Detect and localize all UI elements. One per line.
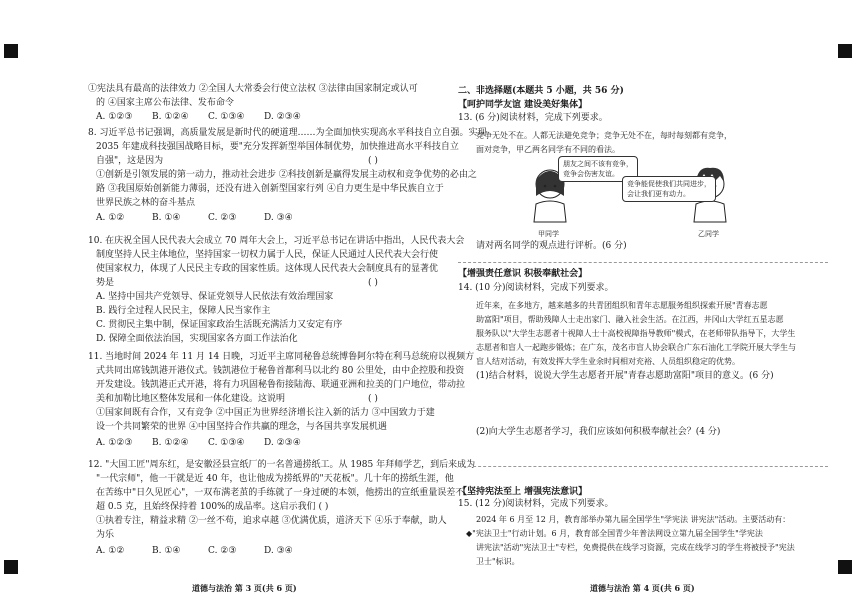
q8-options xyxy=(96,212,320,224)
q15-head: 15. (12 分)阅读材料，完成下列要求。 xyxy=(458,499,614,509)
q11-statement-line: ①国家间既有合作，又有竞争 ②中国正为世界经济增长注入新的活力 ③中国致力于建 xyxy=(96,408,435,418)
q8-stem-line: 2035 年建成科技强国战略目标，要"充分发挥新型举国体制优势，加快推进高水平科技自立 xyxy=(96,142,459,152)
q10-stem-line: 制度坚持人民主体地位，坚持国家一切权力属于人民，保证人民通过人民代表大会行使 xyxy=(96,250,439,260)
registration-mark xyxy=(838,44,852,58)
q8-statement-line: 世界民族之林的奋斗基点 xyxy=(96,198,196,208)
bubble-a-line: 朋友之间不该有竞争， xyxy=(563,160,633,168)
q15-body-line: ◆"宪法卫士"行动计划。6 月，教育部全国青少年普法网设立第九届全国学生"学宪法 xyxy=(466,529,763,538)
q7-statement-line: 的 ④国家主席公布法律、发布命令 xyxy=(96,98,234,108)
q11-stem-line: 开发建设。钱凯港正式开港，将有力巩固秘鲁衔接陆海、联通亚洲和拉美的门户地位，带动拉 xyxy=(96,380,466,390)
page-footer: 道德与法治 第 3 页(共 6 页) xyxy=(192,583,297,593)
option-b[interactable]: B. ①④ xyxy=(152,213,181,223)
option-a[interactable]: A. ①②③ xyxy=(96,112,133,122)
q14-body-line: 近年来，在多地方，越来越多的共青团组织和青年志愿服务组织探索开展"青春志愿 xyxy=(476,301,768,310)
q10-stem-line: 10. 在庆祝全国人民代表大会成立 70 周年大会上，习近平总书记在讲话中指出，人民代表大会 xyxy=(88,236,465,246)
theme-heading: 【坚持宪法至上 增强宪法意识】 xyxy=(458,487,588,497)
registration-mark xyxy=(4,560,18,574)
page-footer: 道德与法治 第 4 页(共 6 页) xyxy=(590,583,695,593)
option-d[interactable]: D. ②③④ xyxy=(264,438,301,448)
q10-option-b[interactable]: B. 践行全过程人民民主，保障人民当家作主 xyxy=(96,306,271,316)
bubble-a-line: 竞争会伤害友谊。 xyxy=(563,170,619,178)
answer-paren[interactable]: ( ) xyxy=(368,394,378,404)
q12-statement-line: ①执着专注，精益求精 ②一丝不苟，追求卓越 ③优满优质，道济天下 ④乐于奉献，助人 xyxy=(96,516,447,526)
option-b[interactable]: B. ①②④ xyxy=(152,438,189,448)
option-b[interactable]: B. ①④ xyxy=(152,546,181,556)
q11-stem-line: 美和加勒比地区整体发展和一体化建设。这说明 xyxy=(96,394,286,404)
q11-statement-line: 设一个共同繁荣的世界 ④中国坚持合作共赢的理念，与各国共享发展机遇 xyxy=(96,422,387,432)
q12-options xyxy=(96,545,320,557)
q7-statement-line: ①宪法具有最高的法律效力 ②全国人大常委会行使立法权 ③法律由国家制定或认可 xyxy=(88,84,418,94)
option-d[interactable]: D. ②③④ xyxy=(264,112,301,122)
speech-bubble-b xyxy=(622,176,716,202)
option-d[interactable]: D. ③④ xyxy=(264,213,293,223)
theme-heading: 【呵护同学友谊 建设美好集体】 xyxy=(458,100,588,110)
option-c[interactable]: C. ①③④ xyxy=(208,438,245,448)
q12-stem-line: "一代宗师"，他一干就是近 40 年，也让他成为捞纸界的"天花板"。几十年的捞纸生涯，他 xyxy=(96,474,454,484)
q12-statement-line: 为乐 xyxy=(96,530,115,540)
right-page xyxy=(430,0,860,608)
answer-paren[interactable]: ( ) xyxy=(368,156,378,166)
q14-body-line: 服务队以"大学生志愿者十视障人士十高校视障指导教师"模式，在老师带队指导下，大学生 xyxy=(476,329,796,338)
q10-option-a[interactable]: A. 坚持中国共产党领导、保证党领导人民依法有效治理国家 xyxy=(96,292,334,302)
bubble-b-line: 竞争能促使我们共同进步， xyxy=(627,180,711,188)
option-a[interactable]: A. ①② xyxy=(96,213,125,223)
q12-stem-line: 超 0.5 克，且始终保持着 100%的成品率。这启示我们 ( ) xyxy=(96,502,329,512)
section-title: 二、非选择题(本题共 5 小题，共 56 分) xyxy=(458,86,624,96)
q12-stem-line: 在苦练中"日久见匠心"，一双布满老茧的手练就了一身过硬的本领，他捞出的宣纸重量误差不 xyxy=(96,488,465,498)
option-c[interactable]: C. ②③ xyxy=(208,546,237,556)
label-student-b: 乙同学 xyxy=(698,230,719,238)
q8-stem-line: 自强"，这是因为 xyxy=(96,156,164,166)
q13-head: 13. (6 分)阅读材料，完成下列要求。 xyxy=(458,113,608,123)
q14-body-line: 助富阳"项目，帮助残障人士走出家门、融入社会生活。在江西，井冈山大学红五星志愿 xyxy=(476,315,784,324)
option-b[interactable]: B. ①②④ xyxy=(152,112,189,122)
q10-option-c[interactable]: C. 贯彻民主集中制，保证国家政治生活既充满活力又安定有序 xyxy=(96,320,343,330)
q12-stem-line: 12. "大国工匠"周东红，是安徽泾县宣纸厂的一名普通捞纸工。从 1985 年拜师学艺，到后来成为 xyxy=(88,460,476,470)
q15-body-line: 讲宪法"活动"宪法卫士"专栏，免费提供在线学习资源，完成在线学习的学生将被授予"宪法 xyxy=(476,543,795,552)
option-d[interactable]: D. ③④ xyxy=(264,546,293,556)
q14-head: 14. (10 分)阅读材料，完成下列要求。 xyxy=(458,283,614,293)
option-a[interactable]: A. ①②③ xyxy=(96,438,133,448)
q11-options xyxy=(96,437,320,449)
q15-body-line: 2024 年 6 月至 12 月，教育部举办第九届全国学生"学宪法 讲宪法"活动。主要活动有： xyxy=(476,515,791,524)
q11-stem-line: 式共同出席钱凯港开港仪式。钱凯港位于秘鲁首都利马以北约 80 公里处，由中企控股和投资 xyxy=(96,366,465,376)
bubble-b-line: 会让我们更有动力。 xyxy=(627,190,690,198)
label-student-a: 甲同学 xyxy=(538,230,559,238)
option-c[interactable]: C. ①③④ xyxy=(208,112,245,122)
divider xyxy=(458,262,828,263)
q8-statement-line: 路 ③我国原始创新能力薄弱，还没有进入创新型国家行列 ④自力更生是中华民族自立于 xyxy=(96,184,444,194)
q14-body-line: 盲人结对活动，有效发挥大学生业余时间相对充裕、人员组织稳定的优势。 xyxy=(476,357,740,366)
q13-task: 请对两名同学的观点进行评析。(6 分) xyxy=(476,241,627,251)
option-c[interactable]: C. ②③ xyxy=(208,213,237,223)
q10-stem-line: 势是 xyxy=(96,278,115,288)
divider xyxy=(458,466,828,467)
q14-task-2: (2)向大学生志愿者学习，我们应该如何积极奉献社会？(4 分) xyxy=(476,427,721,437)
q14-task-1: (1)结合材料，说说大学生志愿者开展"青春志愿助富阳"项目的意义。(6 分) xyxy=(476,371,774,381)
q13-body-line: 竞争无处不在。人都无法避免竞争；竞争无处不在，每时每刻都有竞争， xyxy=(476,131,732,140)
q10-stem-line: 使国家权力，体现了人民民主专政的国家性质。这体现人民代表大会制度具有的显著优 xyxy=(96,264,439,274)
q15-body-line: 卫士"标识。 xyxy=(476,557,520,566)
theme-heading: 【增强责任意识 积极奉献社会】 xyxy=(458,269,588,279)
q7-options xyxy=(96,111,320,123)
q11-stem-line: 11. 当地时间 2024 年 11 月 14 日晚，习近平主席同秘鲁总统博鲁阿尔特在利马总统府以视频方 xyxy=(88,352,475,362)
q14-body-line: 志愿者和盲人一起跑步锻炼；在广东，茂名市盲人协会联合广东石油化工学院开展大学生与 xyxy=(476,343,796,352)
option-a[interactable]: A. ①② xyxy=(96,546,125,556)
q8-statement-line: ①创新是引领发展的第一动力，推动社会进步 ②科技创新是赢得发展主动权和竞争优势的必由之 xyxy=(96,170,477,180)
q10-option-d[interactable]: D. 保障全面依法治国，实现国家各方面工作法治化 xyxy=(96,334,298,344)
q8-stem-line: 8. 习近平总书记强调，高质量发展是新时代的硬道理……为全面加快实现高水平科技自立自强。实现 xyxy=(88,128,487,138)
answer-paren[interactable]: ( ) xyxy=(368,278,378,288)
registration-mark xyxy=(838,560,852,574)
q13-body-line: 面对竞争，甲乙两名同学有不同的看法。 xyxy=(476,145,620,154)
registration-mark xyxy=(4,44,18,58)
